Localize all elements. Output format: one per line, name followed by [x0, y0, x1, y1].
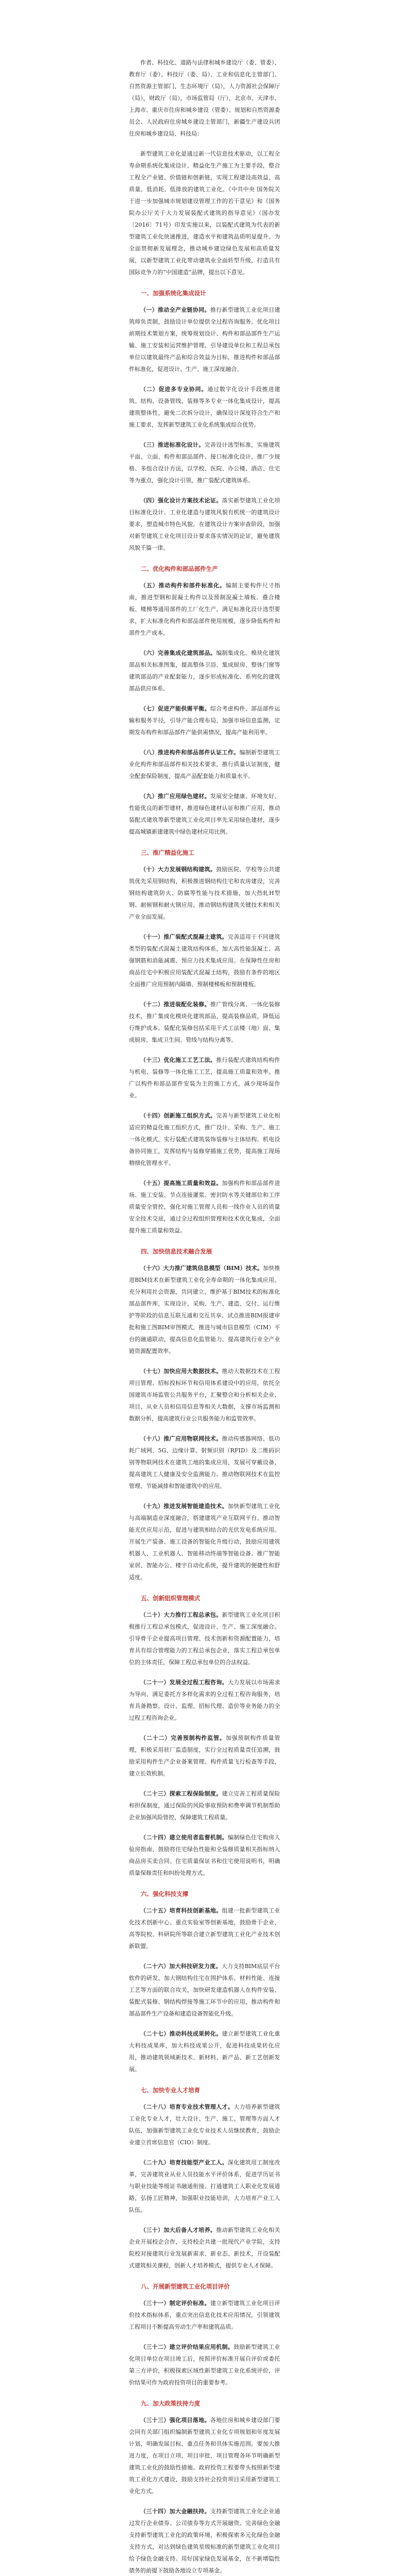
section-heading: 九、加大政策扶持力度: [141, 2400, 200, 2407]
section-paragraph: （十二）推进装配化装修。推广管线分离、一体化装修技术，推广集成化模块化建筑部品，提高装修品质，降低运行维护成本。装配化装修包括采用干式工法楼（地）面、集成厨房、集成卫生间、管线与结构分离等。: [129, 1001, 281, 1043]
section-paragraph: （十八）推广应用物联网技术。推动传感器网络、低功耗广域网、5G、边缘计算、射频识别（RFID）及二维码识别等物联网技术在建筑工地的集成应用，发展可穿戴设备，提高建筑工人健康及安全监测能力。推动物联网技术在监控管理、节能减排和智能建筑中的应用。: [129, 1435, 281, 1489]
paragraph-lead: （十四）创新施工组织方式。: [140, 1112, 216, 1119]
section-paragraph: （三）推进标准化设计。完善设计选型标准，实施建筑平面、立面、构件和部品部件、接口标准化设计，推广少规格、多组合设计方法，以学校、医院、办公楼、酒店、住宅等为重点，强化设计引领，推广装配式建筑体系。: [129, 442, 281, 484]
section-heading: 六、强化科技支撑: [141, 1890, 188, 1897]
section-paragraph: （十）大力发展钢结构建筑。鼓励医院、学校等公共建筑优先采用钢结构，积极推进钢结构住宅和农房建设，完善钢结构建筑防火、防腐等性能与技术措施，加大热轧H型钢、耐候钢和耐火钢应用，推动钢结构建筑关键技术和相关产业全面发展。: [129, 866, 281, 920]
section-paragraph: （二十三）探索工程保险制度。建立完善工程质量保险和担保制度，通过保险的风险事故预防和费率调节机制帮助企业加强风险管控，保障建筑工程质量。: [129, 1790, 281, 1821]
section-paragraph: （二十九）培育技能型产业工人。深化建筑用工制度改革，完善建筑业从业人员技能水平评价体系，促进学历证书与职业技能等级证书融通衔接。打通建筑工人职业化发展道路，弘扬工匠精神，加强职业技能培训，大力培育产业工人队伍。: [129, 2159, 281, 2213]
section-paragraph: （三十四）加大金融扶持。支持新型建筑工业化企业通过发行企业债券、公司债券等方式开展融资。完善绿色金融支持新型建筑工业化的政策环境，积极探索多元化绿色金融支持方式，对达到绿色建筑星级标准的新型建筑工业化项目给予绿色金融支持。用好国家绿色发展基金，在不新增隐性债务的前提下鼓励各地设立专项基金。: [129, 2508, 281, 2574]
section-paragraph: （二）促进多专业协同。通过数字化设计手段推进建筑、结构、设备管线、装修等多专业一体化集成设计，提高建筑整体性，避免二次拆分设计，确保设计深度符合生产和施工要求，发挥新型建筑工业化系统集成综合优势。: [129, 386, 280, 428]
paragraph-lead: （二十二）完善预制构件监管。: [140, 1735, 226, 1741]
document-intro: [129, 57, 280, 278]
section-paragraph: （九）推广应用绿色建材。发展安全健康、环境友好、性能优良的新型建材，推进绿色建材认证和推广应用，推动装配式建筑等新型建筑工业化项目率先采用绿色建材，逐步提高城镇新建建筑中绿色建材应用比例。: [129, 793, 281, 835]
section-paragraph: （六）完善集成化建筑部品。编制集成化、模块化建筑部品相关标准图集，提高整体卫浴、集成厨房、整体门窗等建筑部品的产业配套能力，逐步形成标准化、系列化的建筑部品供应体系。: [129, 650, 281, 692]
paragraph-lead: （二十）大力推行工程总承包。: [140, 1612, 222, 1618]
paragraph-lead: （十九）推进发展智能建造技术。: [140, 1503, 228, 1510]
section-paragraph: （十七）加快应用大数据技术。推动大数据技术在工程项目管理、招标投标环节和信用体系建设中的应用，依托全国建筑市场监管公共服务平台，汇聚整合和分析相关企业、项目、从业人员和信用信息等相关大数据，支撑市场监测和数据分析，提高建筑行业公共服务能力和监管效率。: [129, 1368, 281, 1422]
paragraph-lead: （三十三）强化项目落地。: [140, 2417, 210, 2424]
section-paragraph: （八）推进构件和部品部件认证工作。编制新型建筑工业化构件和部品部件相关技术要求，推行质量认证制度，健全配套保险制度，提高产品配套能力和质量水平。: [129, 749, 281, 779]
paragraph-lead: （二十三）探索工程保险制度。: [140, 1790, 222, 1797]
paragraph-lead: （十五）提高施工质量和效益。: [140, 1180, 222, 1187]
paragraph-lead: （三）推进标准化设计。: [140, 442, 205, 448]
section-paragraph: （十五）提高施工质量和效益。加强构件和部品部件进场、施工安装、节点连接灌浆、密封防水等关键部位和工序质量安全管控，强化对施工管理人员和一线作业人员的质量安全技术交底，通过全过程组织管理和技术优化集成，全面提升施工质量和效益。: [129, 1180, 281, 1234]
section-paragraph: （十九）推进发展智能建造技术。加快新型建筑工业化与高端制造业深度融合，搭建建筑产业互联网平台。推动智能光伏应用示范，促进与建筑相结合的光伏发电系统应用。开展生产装备、施工设备的智能化升级行动，鼓励应用建筑机器人、工业机器人、智能移动终端等智能设备。推广智能家居、智能办公、楼宇自动化系统，提升建筑的便捷性和舒适度。: [129, 1503, 281, 1581]
section-paragraph: （十三）优化施工工艺工法。推行装配式建筑结构构件与机电、装修等一体化施工工艺，提高施工质量和效率。推广以构件和部品部件安装为主的施工方式，减少现场湿作业。: [129, 1057, 281, 1099]
section-paragraph: （二十六）加大科技研发力度。大力支持BIM底层平台软件的研发，加大钢结构住宅在围护体系、材料性能、连接工艺等方面的联合攻关，加快研发建造机器人在构件安装、装配式装修、钢结构焊接等施工环节中的应用，推动构件和部品部件生产设备和建造设备智能化升级。: [129, 1963, 280, 2017]
paragraph-lead: （五）推动构件和部件标准化。: [140, 582, 226, 589]
document-sections: [129, 287, 280, 2576]
addressee-paragraph: 作者、科技化、道路与法律和城乡建设厅（委、管委）、教育厅（委）、科技厅（委、局）、工业和信息化主管部门、自然资源主管部门，生态环境厅（局），人力资源社会保障厅（局），财政厅（局），市场监管局（厅），北京市、天津市、上海市、重庆市住房和城乡建设（管委）、规划和自然资源委员会、人民政府住房城乡建设主管部门，新疆生产建设兵团住房和城乡建设局、科技局：: [129, 59, 280, 137]
paragraph-lead: （八）推进构件和部品部件认证工作。: [140, 749, 240, 756]
section-paragraph: （七）促进产能供需平衡。综合考虑构件、部品部件运输和服务半径，引导产能合理布局，加强市场信息监测，定期发布构件和部品部件产能供需情况，提高产能利用率。: [129, 705, 281, 736]
section-paragraph: （十六）大力推广建筑信息模型（BIM）技术。加快推进BIM技术在新型建筑工业化全寿命期的一体化集成应用。充分利用社会资源，共同建立、维护基于BIM技术的标准化部品部件库，实现设计、采购、生产、建造、交付、运行维护等阶段的信息互联互通和交互共享。试点推进BIM报建审批和施工图BIM审图模式，推进与城市信息模型（CIM）平台的融通联动，提高信息化监管能力，提高建筑行业全产业链资源配置效率。: [129, 1265, 280, 1354]
paragraph-lead: （十二）推进装配化装修。: [140, 1001, 210, 1008]
section-paragraph: （三十三）强化项目落地。各地住房和城乡建设部门要会同有关部门组织编制新型建筑工业化专项规划和年度发展计划，明确发展目标、重点任务和具体实施范围。要加大推进力度，在项目立项、项目审批、项目管理各环节明确新型建筑工业化的鼓励性措施。政府投资工程要带头按照新型建筑工业化方式建设，鼓励支持社会投资项目采用新型建筑工业化方式。: [129, 2417, 281, 2495]
section-heading: 一、加强系统化集成设计: [141, 290, 206, 297]
paragraph-lead: （十一）推广装配式混凝土建筑。: [140, 934, 228, 940]
section-heading: 四、加快信息技术融合发展: [141, 1248, 212, 1255]
section-paragraph: （十四）创新施工组织方式。完善与新型建筑工业化相适应的精益化施工组织方式，推广设计、采购、生产、施工一体化模式，实行装配式建筑装饰装修与主体结构、机电设备协同施工，发挥结构与装修穿插施工优势，提高施工现场精细化管理水平。: [129, 1112, 281, 1166]
paragraph-lead: （二十五）培育科技创新基地。: [140, 1907, 222, 1914]
paragraph-lead: （二十一）发展全过程工程咨询。: [140, 1679, 228, 1686]
section-paragraph: （五）推动构件和部件标准化。编制主要构件尺寸指南，推进型钢和混凝土构件以及预制混凝土墙板、叠合楼板、楼梯等通用部件的工厂化生产，满足标准化设计选型要求，扩大标准化构件和部品部件使用规模，逐步降低构件和部件生产成本。: [129, 582, 281, 636]
section-heading: 二、优化构件和部品部件生产: [141, 565, 218, 572]
paragraph-lead: （七）促进产能供需平衡。: [140, 705, 210, 712]
section-paragraph: （二十七）推动科技成果转化。建立新型建筑工业化重大科技成果库，加大科技成果公开，促进科技成果转化应用，推动建筑领域新技术、新材料、新产品、新工艺创新发展。: [129, 2030, 281, 2073]
section-heading: 三、推广精益化施工: [141, 849, 194, 856]
section-paragraph: （三十一）制定评价标准。建立新型建筑工业化项目评价技术指标体系，重点突出信息化技术应用情况，引领建筑工程项目不断提高劳动生产率和建筑品质。: [129, 2300, 281, 2330]
paragraph-lead: （六）完善集成化建筑部品。: [140, 650, 216, 656]
preamble-paragraph: 新型建筑工业化是通过新一代信息技术驱动，以工程全寿命期系统化集成设计、精益化生产施工为主要手段，整合工程全产业链、价值链和创新链，实现工程建设高效益、高质量、低消耗、低排放的建筑工业化。《中共中央 国务院关于进一步加强城市规划建设管理工作的若干意见》和《国务院办公厅关于大力发展装配式建筑的指导意见》（国办发〔2016〕71号）印发实施以来，以装配式建筑为代表的新型建筑工业化快速推进，建造水平和建筑品质明显提升。为全面贯彻新发展理念，推动城乡建设绿色发展和高质量发展，以新型建筑工业化带动建筑业全面转型升级，打造具有国际竞争力的“中国建造”品牌，提出以下意见。: [129, 150, 280, 276]
section-heading: 五、创新组织管理模式: [141, 1595, 200, 1602]
paragraph-lead: （二十八）培育专业技术管理人才。: [140, 2104, 234, 2110]
section-paragraph: （二十八）培育专业技术管理人才。大力培养新型建筑工业化专业人才，壮大设计、生产、施工、管理等方面人才队伍，加强新型建筑工业化专业技术人员继续教育，鼓励企业建立首席信息官（CIO）制度。: [129, 2104, 281, 2146]
paragraph-lead: （三十）加大后备人才培养。: [140, 2227, 216, 2233]
paragraph-lead: （十）大力发展钢结构建筑。: [140, 866, 216, 873]
section-heading: 八、开展新型建筑工业化项目评价: [141, 2283, 230, 2290]
paragraph-lead: （三十二）建立评价结果应用机制。: [140, 2344, 234, 2350]
section-paragraph: （一）推动全产业链协同。推行新型建筑工业化项目建筑师负责制，鼓励设计单位提供全过程咨询服务。优化项目前期技术策划方案，统筹规划设计、构件和部品部件生产运输、施工安装和运营维护管理。引导建设单位和工程总承包单位以建筑最终产品和综合效益为目标，推进构件和部品部件标准化，促进设计、生产、施工深度融合。: [129, 307, 281, 372]
section-heading: 七、加快专业人才培育: [141, 2087, 200, 2094]
paragraph-lead: （二十六）加大科技研发力度。: [140, 1963, 222, 1970]
paragraph-lead: （二十四）建立使用者监督机制。: [140, 1834, 228, 1841]
paragraph-lead: （十六）大力推广建筑信息模型（BIM）技术。: [140, 1265, 263, 1272]
section-paragraph: （二十五）培育科技创新基地。组建一批新型建筑工业化技术创新中心、重点实验室等创新基地，鼓励骨干企业、高等院校、科研院所等联合建立新型建筑工业化产业技术创新联盟。: [129, 1907, 281, 1950]
paragraph-lead: （四）强化设计方案技术论证。: [140, 497, 222, 504]
section-paragraph: （三十二）建立评价结果应用机制。鼓励新型建筑工业化项目单位在项目竣工后，按照评价标准开展自评价或委托第三方评价，积极探索区域性新型建筑工业化系统评价，评价结果可作为政府投资项目的重要参考。: [129, 2344, 281, 2386]
paragraph-lead: （二十七）推动科技成果转化。: [140, 2030, 222, 2037]
paragraph-lead: （一）推动全产业链协同。: [140, 307, 210, 313]
section-paragraph: （二十四）建立使用者监督机制。编制绿色住宅购房人验房指南，鼓励将住宅绿色性能和全装修质量相关指标纳入商品房买卖合同、住宅质量保证书和住宅使用说明书，明确质量保修责任和纠纷处理方式。: [129, 1834, 281, 1876]
paragraph-lead: （十三）优化施工工艺工法。: [140, 1057, 216, 1063]
paragraph-lead: （九）推广应用绿色建材。: [140, 793, 210, 800]
paragraph-lead: （三十一）制定评价标准。: [140, 2300, 210, 2307]
section-paragraph: （二十二）完善预制构件监管。加强预制构件质量管理，积极采用驻厂监造制度，实行全过程质量责任追溯，鼓励采用构件生产企业备案管理、构件质量飞行检查等手段，建立长效机制。: [129, 1735, 281, 1777]
section-paragraph: （十一）推广装配式混凝土建筑。完善适用于不同建筑类型的装配式混凝土建筑结构体系，加大高性能混凝土、高强钢筋和消能减震、预应力技术集成应用。在保障性住房和商品住宅中积极应用装配式混凝土结构，鼓励有条件的地区全面推广应用预制内隔墙、预制楼梯板和预制楼板。: [129, 934, 281, 988]
section-paragraph: （二十一）发展全过程工程咨询。大力发展以市场需求为导向、满足委托方多样化需求的全过程工程咨询服务，培育具备勘察、设计、监理、招标代理、造价等业务能力的全过程工程咨询企业。: [129, 1679, 281, 1721]
paragraph-lead: （三十四）加大金融扶持。: [140, 2508, 210, 2515]
section-paragraph: （四）强化设计方案技术论证。落实新型建筑工业化项目标准化设计、工业化建造与建筑风貌有机统一的建筑设计要求，塑造城市特色风貌。在建筑设计方案审查阶段，加强对新型建筑工业化项目设计要求落实情况的论证，避免建筑风貌千篇一律。: [129, 497, 281, 551]
paragraph-lead: （二十九）培育技能型产业工人。: [140, 2159, 228, 2166]
section-paragraph: （二十）大力推行工程总承包。新型建筑工业化项目积极推行工程总承包模式，促进设计、生产、施工深度融合。引导骨干企业提高项目管理、技术创新和资源配置能力，培育具有综合管理能力的工程总承包企业，落实工程总承包单位的主体责任，保障工程总承包单位的合法权益。: [129, 1612, 281, 1666]
section-paragraph: （三十）加大后备人才培养。推动新型建筑工业化相关企业开展校企合作，支持校企共建一批现代产业学院，支持院校对接建筑行业发展新需求、新业态、新技术，开设装配式建筑相关课程，创新人才培养模式，提供专业人才保障。: [129, 2227, 281, 2269]
paragraph-lead: （二）促进多专业协同。: [140, 386, 207, 393]
paragraph-lead: （十七）加快应用大数据技术。: [140, 1368, 222, 1375]
paragraph-lead: （十八）推广应用物联网技术。: [140, 1435, 222, 1442]
